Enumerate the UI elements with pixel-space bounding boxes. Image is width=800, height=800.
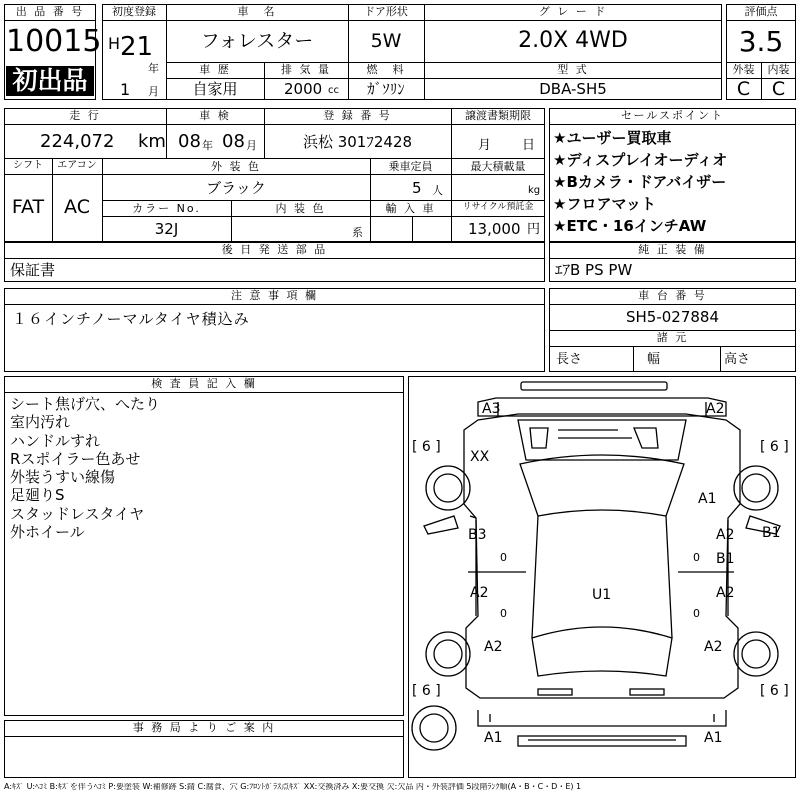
color-no: 32J — [154, 220, 179, 238]
damage-mark: A1 — [704, 730, 723, 746]
damage-mark: A2 — [704, 639, 723, 655]
capacity-unit: 人 — [432, 184, 443, 197]
inspector-line: 外ホイール — [10, 523, 85, 542]
door-label: ドア形状 — [364, 5, 408, 18]
recycle-unit: 円 — [527, 222, 541, 237]
damage-mark: B1 — [762, 525, 781, 541]
details-grid — [4, 108, 545, 242]
shift: FAT — [11, 196, 45, 218]
inspection-year-unit: 年 — [202, 139, 213, 152]
inspector-notes — [10, 395, 160, 541]
inspection-month: 08 — [222, 131, 245, 152]
load-unit: kg — [528, 185, 541, 196]
month: 1 — [120, 80, 131, 99]
recycle: 13,000 — [468, 220, 521, 238]
dims-label: 諸 元 — [656, 331, 689, 344]
dent-mark: 0 — [500, 607, 507, 620]
interior-label: 内装 — [767, 63, 790, 76]
exterior-label: 外装 — [732, 63, 755, 76]
chassis-label: 車 台 番 号 — [638, 289, 707, 302]
score: 3.5 — [738, 25, 784, 58]
displacement: 2000 — [284, 80, 323, 98]
ac: AC — [64, 196, 90, 218]
lot-no: 10015 — [6, 24, 102, 59]
damage-mark: A2 — [706, 401, 725, 417]
damage-mark: U1 — [592, 587, 612, 603]
inspection-label: 車 検 — [199, 109, 231, 122]
sales-point-item: ★フロアマット — [553, 195, 656, 213]
year-unit: 年 — [148, 62, 159, 75]
inspector-line: 足廻りS — [10, 486, 65, 505]
month-unit: 月 — [148, 85, 159, 98]
height-label: 高さ — [724, 352, 751, 367]
inspector-line: 室内汚れ — [10, 413, 71, 432]
spare-tire — [412, 706, 456, 750]
mileage-unit: km — [138, 131, 166, 152]
plate-label: 登 録 番 号 — [323, 109, 392, 122]
tire-depth: [ 6 ] — [760, 683, 789, 699]
tire-depth: [ 6 ] — [412, 439, 441, 455]
score-label: 評価点 — [744, 5, 778, 18]
doors: 5W — [370, 30, 402, 52]
displacement-unit: cc — [328, 85, 339, 96]
tire-rear-right — [734, 632, 778, 676]
tire-depth: [ 6 ] — [412, 683, 441, 699]
capacity: 5 — [412, 179, 422, 197]
dent-mark: 0 — [500, 551, 507, 564]
interior-grade: C — [771, 78, 786, 100]
fuel: ｶﾞｿﾘﾝ — [367, 80, 405, 98]
color-no-label: カラー No. — [132, 202, 201, 215]
inspector-line: Rスポイラー色あせ — [10, 449, 141, 468]
inspector-line: 外装うすい線傷 — [10, 468, 116, 487]
transfer-day-unit: 日 — [522, 138, 536, 153]
fuel-label: 燃 料 — [366, 63, 406, 76]
inspector-line: ハンドルすれ — [10, 431, 101, 450]
int-color-label: 内 装 色 — [275, 202, 326, 215]
sales-point-item: ★ディスプレイオーディオ — [553, 151, 728, 169]
model-code-label: 型 式 — [557, 63, 589, 76]
car-diagram — [408, 376, 796, 778]
later-parts-value: 保証書 — [10, 261, 56, 279]
ext-color-label: 外 装 色 — [211, 160, 261, 173]
inspector-label: 検 査 員 記 入 欄 — [151, 377, 257, 390]
later-parts-label: 後 日 発 送 部 品 — [221, 243, 328, 256]
sales-point-item: ★ETC・16インチAW — [553, 217, 707, 235]
damage-mark: A2 — [470, 585, 489, 601]
damage-mark: B3 — [468, 527, 487, 543]
damage-mark: A2 — [716, 585, 735, 601]
office-label: 事 務 局 よ り ご 案 内 — [132, 721, 276, 734]
exterior-grade: C — [736, 78, 751, 100]
plate: 浜松 301ﾌ2428 — [302, 133, 413, 151]
length-label: 長さ — [556, 352, 583, 367]
history: 自家用 — [192, 80, 238, 98]
notes-value: １６インチノーマルタイヤ積込み — [12, 310, 250, 328]
car-name: フォレスター — [200, 30, 314, 52]
tire-rear-left — [426, 632, 470, 676]
load-label: 最大積載量 — [470, 160, 526, 173]
damage-mark: A1 — [484, 730, 503, 746]
mileage: 224,072 — [40, 131, 115, 152]
inspection-month-unit: 月 — [246, 139, 257, 152]
era: H — [108, 34, 121, 53]
legend: A:ｷｽﾞ U:ﾍｺﾐ B:ｷｽﾞを伴うﾍｺﾐ P:要塗装 W:補修跡 S:錆 C:腐食、穴 G:ﾌﾛﾝﾄｶﾞﾗｽ点ｷｽﾞ XX:交換済み X:要交換 欠:欠品 内・外装評価 5段階ﾗﾝｸ順(A・B・C・D・E) 1 — [4, 783, 582, 791]
int-color-unit: 系 — [352, 226, 363, 239]
damage-mark: A2 — [716, 527, 735, 543]
inspector-line: シート焦げ穴、へたり — [10, 395, 161, 413]
damage-mark: A2 — [484, 639, 503, 655]
model-code: DBA-SH5 — [539, 80, 607, 98]
transfer-label: 譲渡書類期限 — [465, 109, 531, 122]
dent-mark: 0 — [693, 607, 700, 620]
grade: 2.0X 4WD — [518, 28, 628, 53]
standard-equipment-label: 純 正 装 備 — [638, 243, 707, 256]
car-name-label: 車 名 — [237, 5, 277, 18]
tire-depth: [ 6 ] — [760, 439, 789, 455]
inspection-year: 08 — [178, 131, 201, 152]
damage-mark: XX — [470, 449, 490, 465]
lot-no-label: 出 品 番 号 — [15, 5, 85, 18]
sales-point-item: ★ユーザー買取車 — [553, 129, 672, 147]
capacity-label: 乗車定員 — [388, 160, 433, 173]
width-label: 幅 — [647, 352, 661, 367]
notes-label: 注 意 事 項 欄 — [231, 289, 318, 302]
import-label: 輸 入 車 — [385, 202, 436, 215]
transfer-month-unit: 月 — [478, 138, 492, 153]
reg-year-label: 初度登録 — [112, 5, 156, 18]
standard-equipment-value: ｴｱB PS PW — [555, 261, 633, 279]
mileage-label: 走 行 — [69, 109, 101, 122]
year: 21 — [120, 32, 154, 62]
ac-label: エアコン — [57, 160, 97, 171]
damage-mark: A1 — [698, 491, 717, 507]
displacement-label: 排 気 量 — [281, 63, 331, 76]
sales-point-item: ★Bカメラ・ドアバイザー — [553, 173, 727, 191]
sales-points-label: セールスポイント — [620, 109, 724, 122]
inspector-line: スタッドレスタイヤ — [10, 504, 145, 523]
history-label: 車 歴 — [199, 63, 231, 76]
damage-mark: A3 — [482, 401, 501, 417]
damage-mark: B1 — [716, 551, 735, 567]
ext-color: ブラック — [206, 179, 266, 197]
grade-label: グ レ ー ド — [538, 5, 608, 18]
shift-label: シフト — [13, 160, 43, 171]
recycle-label: リサイクル預託金 — [462, 202, 534, 212]
dent-mark: 0 — [693, 551, 700, 564]
first-listing-badge: 初出品 — [6, 66, 94, 96]
chassis-value: SH5-027884 — [625, 308, 720, 326]
